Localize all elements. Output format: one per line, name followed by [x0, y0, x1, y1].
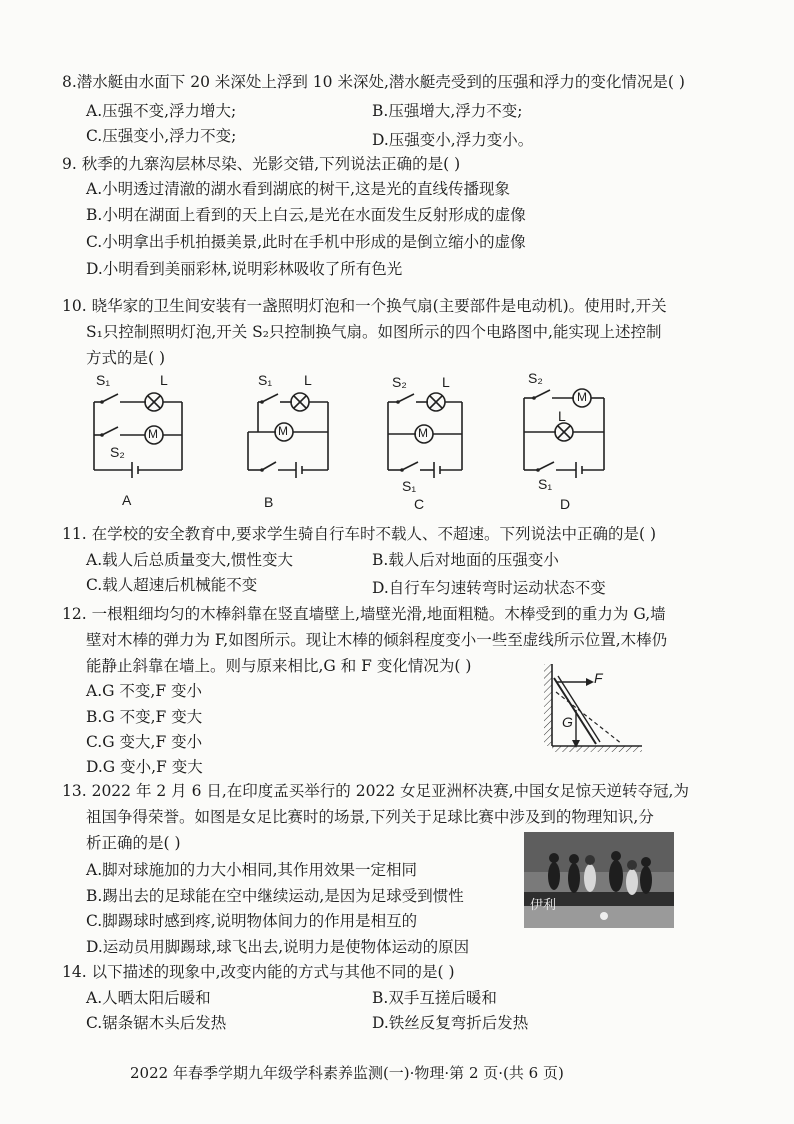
circuit-b-motor-label: M: [278, 424, 288, 438]
q8-option-b: B.压强增大,浮力不变;: [372, 102, 523, 120]
q8-option-a: A.压强不变,浮力增大;: [86, 102, 237, 120]
q11-option-d: D.自行车匀速转弯时运动状态不变: [372, 579, 606, 597]
circuit-b-s1-label: S₁: [258, 372, 273, 388]
q13-stem-line3: 析正确的是( ): [86, 834, 181, 852]
force-g-label: G: [562, 714, 573, 730]
q13-stem-line1: 13. 2022 年 2 月 6 日,在印度孟买举行的 2022 女足亚洲杯决赛,中国女足惊天逆转夺冠,为: [62, 782, 689, 800]
circuit-d-lamp-label: L: [558, 408, 566, 424]
q14-stem: 14. 以下描述的现象中,改变内能的方式与其他不同的是( ): [62, 963, 455, 981]
q12-option-c: C.G 变大,F 变小: [86, 733, 203, 751]
q11-option-a: A.载人后总质量变大,惯性变大: [86, 551, 294, 569]
circuit-c-lamp-label: L: [442, 374, 450, 390]
q12-option-a: A.G 不变,F 变小: [86, 682, 203, 700]
q14-option-c: C.锯条锯木头后发热: [86, 1014, 227, 1032]
circuit-a-label: A: [122, 492, 132, 508]
q8-stem: 8.潜水艇由水面下 20 米深处上浮到 10 米深处,潜水艇壳受到的压强和浮力的变化情况是( ): [62, 73, 685, 91]
circuit-a-s2-label: S₂: [110, 444, 125, 460]
circuit-d-label: D: [560, 496, 571, 512]
q12-option-b: B.G 不变,F 变大: [86, 708, 203, 726]
football-match-photo: [524, 832, 674, 928]
q9-option-d: D.小明看到美丽彩林,说明彩林吸收了所有色光: [86, 260, 403, 278]
q10-stem-line1: 10. 晓华家的卫生间安装有一盏照明灯泡和一个换气扇(主要部件是电动机)。使用时,开关: [62, 297, 667, 315]
circuit-b-lamp-label: L: [304, 372, 312, 388]
page-footer: 2022 年春季学期九年级学科素养监测(一)·物理·第 2 页·(共 6 页): [130, 1064, 564, 1082]
q11-option-b: B.载人后对地面的压强变小: [372, 551, 559, 569]
q9-option-b: B.小明在湖面上看到的天上白云,是光在水面发生反射形成的虚像: [86, 206, 526, 224]
circuit-diagram-d: [520, 370, 620, 512]
q8-option-d: D.压强变小,浮力变小。: [372, 131, 534, 149]
q12-stem-line1: 12. 一根粗细均匀的木棒斜靠在竖直墙壁上,墙壁光滑,地面粗糙。木棒受到的重力为 G,墙: [62, 605, 666, 623]
circuit-c-label: C: [414, 496, 425, 512]
circuit-diagram-b: [244, 372, 344, 510]
circuit-c-s2-label: S₂: [392, 374, 407, 390]
q14-option-d: D.铁丝反复弯折后发热: [372, 1014, 529, 1032]
circuit-b-label: B: [264, 494, 274, 510]
q12-stem-line2: 壁对木棒的弹力为 F,如图所示。现让木棒的倾斜程度变小一些至虚线所示位置,木棒仍: [86, 631, 668, 649]
q11-option-c: C.载人超速后机械能不变: [86, 576, 258, 594]
q10-stem-line3: 方式的是( ): [86, 349, 166, 367]
q9-stem: 9. 秋季的九寨沟层林尽染、光影交错,下列说法正确的是( ): [62, 155, 461, 173]
circuit-a-s1-label: S₁: [96, 372, 111, 388]
q13-stem-line2: 祖国争得荣誉。如图是女足比赛时的场景,下列关于足球比赛中涉及到的物理知识,分: [86, 808, 654, 826]
q10-stem-line2: S₁只控制照明灯泡,开关 S₂只控制换气扇。如图所示的四个电路图中,能实现上述控制: [86, 323, 662, 341]
q9-option-a: A.小明透过清澈的湖水看到湖底的树干,这是光的直线传播现象: [86, 180, 511, 198]
circuit-diagram-a: [90, 372, 190, 508]
circuit-c-motor-label: M: [418, 426, 428, 440]
q8-option-c: C.压强变小,浮力不变;: [86, 127, 237, 145]
circuit-diagram-c: [384, 372, 484, 512]
q13-option-b: B.踢出去的足球能在空中继续运动,是因为足球受到惯性: [86, 887, 464, 905]
circuit-c-s1-label: S₁: [402, 478, 417, 494]
circuit-a-motor-label: M: [148, 427, 158, 441]
circuit-d-s1-label: S₁: [538, 476, 553, 492]
q13-option-d: D.运动员用脚踢球,球飞出去,说明力是使物体运动的原因: [86, 938, 470, 956]
rod-wall-figure: [544, 664, 644, 758]
circuit-a-lamp-label: L: [160, 372, 168, 388]
q14-option-b: B.双手互搓后暖和: [372, 989, 497, 1007]
q12-option-d: D.G 变小,F 变大: [86, 758, 203, 776]
circuit-d-motor-label: M: [577, 390, 587, 404]
circuit-d-s2-label: S₂: [528, 370, 543, 386]
q14-option-a: A.人晒太阳后暖和: [86, 989, 211, 1007]
q11-stem: 11. 在学校的安全教育中,要求学生骑自行车时不载人、不超速。下列说法中正确的是( ): [62, 525, 657, 543]
photo-banner-text: 伊利: [530, 897, 557, 912]
q13-option-a: A.脚对球施加的力大小相同,其作用效果一定相同: [86, 861, 418, 879]
q12-stem-line3: 能静止斜靠在墙上。则与原来相比,G 和 F 变化情况为( ): [86, 657, 472, 675]
q9-option-c: C.小明拿出手机拍摄美景,此时在手机中形成的是倒立缩小的虚像: [86, 233, 526, 251]
q13-option-c: C.脚踢球时感到疼,说明物体间力的作用是相互的: [86, 912, 418, 930]
force-f-label: F: [594, 670, 603, 686]
